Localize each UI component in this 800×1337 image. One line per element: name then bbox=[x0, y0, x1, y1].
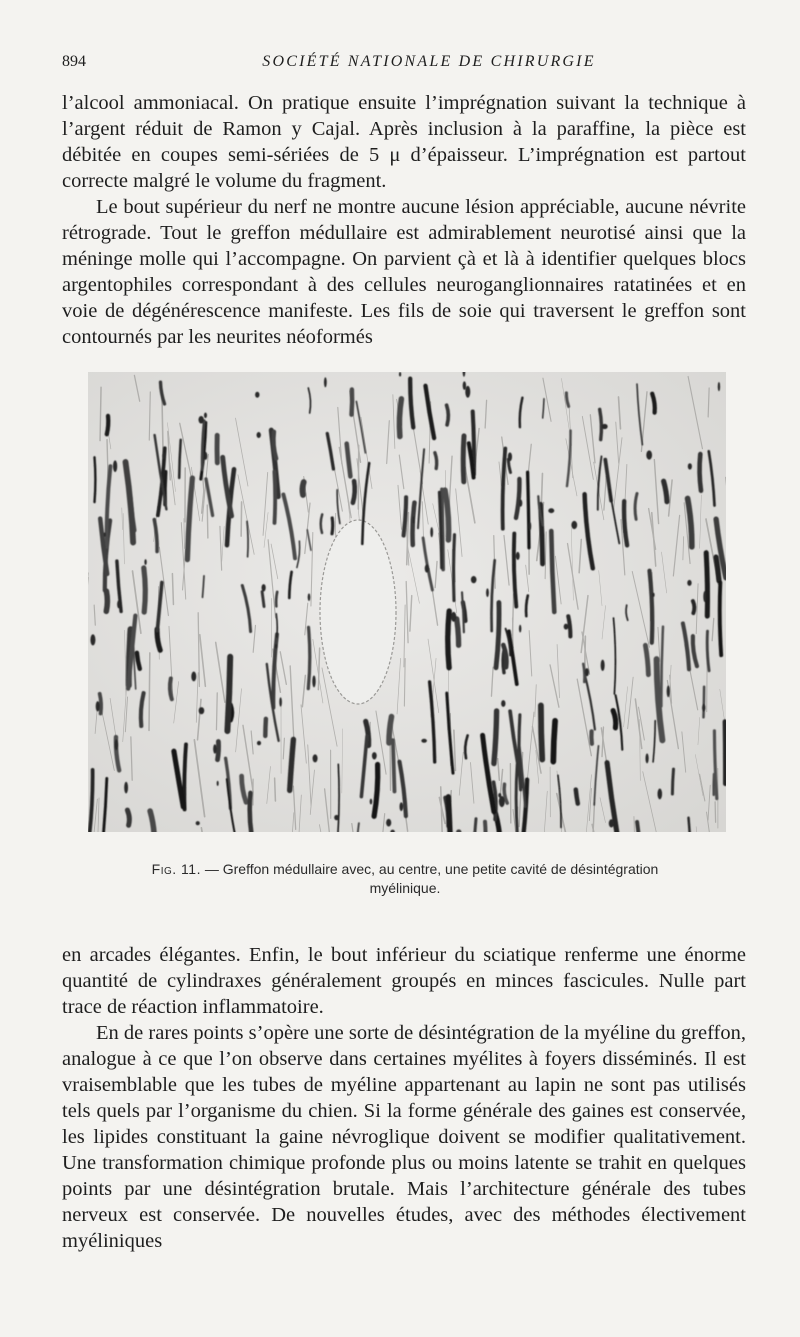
dark-granule bbox=[312, 675, 315, 687]
dark-fiber bbox=[127, 810, 129, 825]
dark-fiber bbox=[706, 553, 707, 616]
dark-granule bbox=[465, 386, 470, 398]
dark-granule bbox=[499, 796, 505, 807]
dark-granule bbox=[652, 593, 655, 597]
dark-granule bbox=[645, 753, 648, 763]
dark-fiber bbox=[95, 457, 96, 502]
dark-granule bbox=[657, 789, 662, 800]
dark-granule bbox=[421, 739, 427, 743]
dark-granule bbox=[313, 754, 318, 762]
dark-granule bbox=[196, 821, 200, 825]
dark-granule bbox=[508, 452, 512, 461]
dark-granule bbox=[324, 377, 327, 387]
dark-granule bbox=[688, 463, 692, 469]
dark-fiber bbox=[693, 601, 694, 613]
dark-fiber bbox=[404, 497, 407, 535]
dark-granule bbox=[114, 739, 118, 750]
dark-granule bbox=[90, 634, 95, 645]
dark-granule bbox=[463, 381, 466, 390]
paragraph: Le bout supérieur du nerf ne montre aucune lésion appréciable, aucune névrite rétrograde. Tout le greffon médullaire est admirablement neurotisé ainsi que la méninge molle qui l’accompagne. On parvient çà et là à identifier quelques blocs argentophiles correspondant à des cellules neuroganglionnaires ratatinées et en voie de dégénérescence manifeste. Les fils de soie qui traversent le greffon sont contournés par les neurites néoformés bbox=[62, 196, 746, 348]
dark-fiber bbox=[600, 409, 602, 439]
dark-fiber bbox=[448, 611, 449, 668]
paragraph: En de rares points s’opère une sorte de désintégration de la myéline du greffon, analogue à ce que l’on observe dans certaines myélites à foyers disséminés. Il est vraisemblable que les tubes de myéline appartenant au lapin ne sont pas utilisés tels quels par l’organisme du chien. Si la forme générale des gaines est conservée, les lipides constituant la gaine névroglique doivent se modifier qualitativement. Une transformation chimique profonde plus ou moins latente se trahit en quelques points par une désintégration brutale. Mais l’architecture générale des tubes nerveux est conservée. De nouvelles études, avec des méthodes électivement myéliniques bbox=[62, 1022, 746, 1252]
dark-granule bbox=[602, 424, 608, 429]
dark-granule bbox=[204, 413, 207, 419]
dark-granule bbox=[204, 452, 207, 460]
dark-fiber bbox=[353, 481, 355, 503]
dark-granule bbox=[255, 392, 259, 398]
dark-granule bbox=[601, 660, 605, 671]
dark-fiber bbox=[583, 664, 584, 682]
dark-granule bbox=[425, 564, 429, 572]
dark-granule bbox=[571, 521, 577, 529]
dark-granule bbox=[585, 668, 589, 676]
dark-fiber bbox=[494, 711, 497, 764]
figure-label: Fig. 11. bbox=[151, 861, 201, 877]
dark-fiber bbox=[576, 790, 578, 804]
dark-granule bbox=[334, 815, 339, 820]
dark-granule bbox=[646, 450, 652, 459]
dark-granule bbox=[501, 700, 505, 707]
micrograph-image bbox=[88, 372, 726, 832]
dark-fiber bbox=[720, 582, 721, 655]
dark-granule bbox=[430, 527, 433, 537]
dark-fiber bbox=[716, 557, 719, 581]
dark-granule bbox=[718, 382, 720, 391]
paragraph: en arcades élégantes. Enfin, le bout inférieur du sciatique renferme une énorme quantité de cylindraxes généralement groupés en minces fascicules. Nulle part trace de réaction inflammatoire. bbox=[62, 944, 746, 1018]
dark-fiber bbox=[276, 614, 277, 637]
dark-fiber bbox=[645, 645, 648, 674]
dark-granule bbox=[399, 372, 401, 377]
dark-fiber bbox=[553, 721, 555, 762]
dark-fiber bbox=[463, 436, 464, 482]
faint-fiber bbox=[100, 387, 101, 440]
dark-fiber bbox=[519, 715, 521, 790]
dark-granule bbox=[213, 744, 216, 753]
dark-granule bbox=[279, 697, 282, 706]
figure-caption-text: — Greffon médullaire avec, au centre, une petite cavité de désintégration myélinique. bbox=[204, 861, 659, 896]
dark-granule bbox=[667, 686, 670, 698]
dark-granule bbox=[519, 625, 521, 633]
dark-fiber bbox=[541, 705, 542, 759]
dark-granule bbox=[702, 704, 705, 712]
faint-fiber bbox=[216, 693, 217, 730]
dark-fiber bbox=[393, 740, 395, 791]
dark-granule bbox=[198, 416, 203, 424]
dark-granule bbox=[113, 460, 117, 472]
faint-fiber bbox=[275, 778, 276, 801]
dark-granule bbox=[191, 672, 196, 682]
faint-fiber bbox=[172, 574, 173, 605]
dark-fiber bbox=[447, 405, 449, 425]
myelin-cavity bbox=[320, 520, 396, 704]
dark-granule bbox=[471, 576, 477, 583]
dark-granule bbox=[262, 584, 266, 591]
dark-fiber bbox=[352, 390, 353, 415]
dark-granule bbox=[162, 452, 165, 459]
dark-fiber bbox=[332, 518, 333, 534]
dark-fiber bbox=[100, 694, 101, 714]
dark-fiber bbox=[106, 591, 107, 611]
dark-fiber bbox=[389, 717, 392, 743]
dark-granule bbox=[370, 799, 373, 805]
page-number: 894 bbox=[62, 53, 86, 70]
dark-granule bbox=[199, 707, 205, 714]
dark-granule bbox=[117, 600, 120, 608]
dark-granule bbox=[564, 624, 569, 630]
dark-fiber bbox=[250, 793, 252, 832]
dark-fiber bbox=[290, 740, 294, 791]
faint-fiber bbox=[149, 653, 150, 731]
running-head bbox=[62, 50, 744, 74]
dark-fiber bbox=[218, 742, 219, 760]
journal-title: SOCIÉTÉ NATIONALE DE CHIRURGIE bbox=[262, 53, 596, 70]
dark-fiber bbox=[227, 657, 230, 731]
dark-fiber bbox=[265, 719, 266, 736]
dark-granule bbox=[104, 532, 106, 536]
dark-fiber bbox=[412, 503, 414, 545]
dark-granule bbox=[372, 752, 377, 759]
dark-fiber bbox=[448, 797, 450, 832]
dark-granule bbox=[687, 580, 691, 586]
dark-granule bbox=[124, 782, 128, 794]
dark-granule bbox=[609, 819, 614, 827]
dark-fiber bbox=[435, 453, 437, 469]
dark-granule bbox=[217, 781, 219, 786]
dark-granule bbox=[516, 552, 520, 560]
dark-fiber bbox=[454, 535, 455, 601]
dark-fiber bbox=[528, 472, 529, 547]
dark-granule bbox=[257, 432, 261, 438]
dark-fiber bbox=[308, 627, 310, 688]
dark-fiber bbox=[672, 769, 673, 794]
dark-granule bbox=[498, 793, 501, 797]
dark-granule bbox=[451, 612, 456, 622]
dark-granule bbox=[308, 593, 311, 601]
dark-granule bbox=[519, 500, 522, 507]
dark-granule bbox=[96, 701, 100, 711]
body-text-bottom bbox=[62, 942, 746, 1254]
dark-granule bbox=[275, 644, 278, 649]
dark-granule bbox=[413, 516, 415, 524]
body-text-top bbox=[62, 90, 746, 350]
dark-fiber bbox=[613, 711, 616, 728]
dark-granule bbox=[144, 559, 146, 565]
dark-fiber bbox=[700, 454, 701, 491]
dark-fiber bbox=[179, 440, 181, 478]
dark-granule bbox=[486, 588, 489, 597]
dark-fiber bbox=[262, 592, 264, 607]
paragraph: l’alcool ammoniacal. On pratique ensuite l’imprégnation suivant la technique à l’argent réduit de Ramon y Cajal. Après inclusion à la paraffine, la pièce est débitée en coupes semi-sériées de 5 μ d’épaisseur. L’imprégnation est partout correcte malgré le volume du fragment. bbox=[62, 92, 746, 192]
dark-granule bbox=[399, 802, 403, 811]
faint-fiber bbox=[634, 817, 635, 832]
dark-fiber bbox=[107, 416, 109, 434]
dark-fiber bbox=[274, 472, 275, 523]
dark-fiber bbox=[704, 687, 705, 718]
micrograph-figure bbox=[88, 372, 726, 832]
dark-fiber bbox=[144, 568, 146, 612]
figure-caption bbox=[130, 860, 680, 898]
dark-fiber bbox=[568, 616, 570, 636]
dark-fiber bbox=[457, 619, 459, 645]
dark-granule bbox=[548, 508, 554, 513]
dark-fiber bbox=[170, 679, 172, 700]
dark-fiber bbox=[276, 592, 277, 606]
faint-fiber bbox=[207, 505, 208, 538]
dark-granule bbox=[529, 522, 532, 531]
dark-fiber bbox=[399, 399, 401, 437]
dark-fiber bbox=[516, 764, 518, 832]
dark-granule bbox=[257, 741, 261, 745]
dark-granule bbox=[386, 819, 391, 827]
dark-fiber bbox=[302, 482, 303, 495]
dark-granule bbox=[703, 591, 706, 602]
